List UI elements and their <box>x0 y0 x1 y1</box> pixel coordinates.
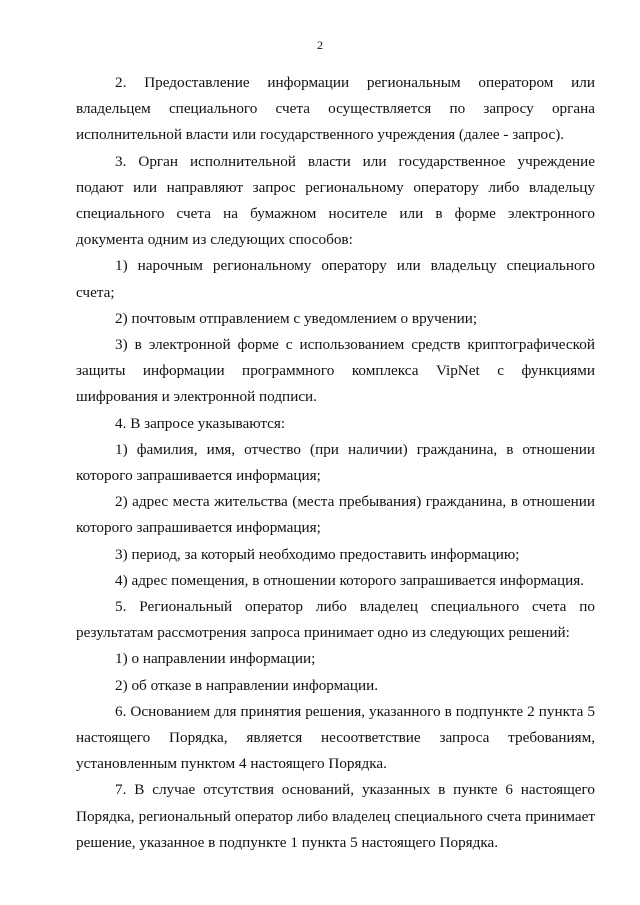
paragraph-subitem-4-2: 2) адрес места жительства (места пребывания) гражданина, в отношении которого запрашивается информация; <box>76 493 595 537</box>
paragraph-subitem-5-1: 1) о направлении информации; <box>115 650 316 668</box>
paragraph-subitem-4-1: 1) фамилия, имя, отчество (при наличии) гражданина, в отношении которого запрашивается информация; <box>76 440 595 485</box>
document-body <box>76 70 595 856</box>
paragraph-item-2: 2. Предоставление информации региональным оператором или владельцем специального счета осуществляется по запросу органа исполнительной власти или государственного учреждения (далее - запрос). <box>76 74 595 144</box>
paragraph-item-6: 6. Основанием для принятия решения, указанного в подпункте 2 пункта 5 настоящего Порядка, является несоответствие запроса требованиям, установленным пунктом 4 настоящего Порядка. <box>76 702 595 773</box>
paragraph-subitem-3-1: 1) нарочным региональному оператору или владельцу специального счета; <box>76 257 595 301</box>
paragraph-subitem-4-4: 4) адрес помещения, в отношении которого запрашивается информация. <box>115 571 584 589</box>
paragraph-item-5: 5. Региональный оператор либо владелец специального счета по результатам рассмотрения запроса принимает одно из следующих решений: <box>76 598 595 642</box>
paragraph-item-3: 3. Орган исполнительной власти или государственное учреждение подают или направляют запрос региональному оператору либо владельцу специального счета на бумажном носителе или в форме электронного документа одним из следующих способов: <box>76 152 595 249</box>
paragraph-subitem-3-3: 3) в электронной форме с использованием средств криптографической защиты информации программного комплекса VipNet с функциями шифрования и электронной подписи. <box>76 336 595 406</box>
paragraph-subitem-3-2: 2) почтовым отправлением с уведомлением о вручении; <box>115 309 478 327</box>
paragraph-subitem-5-2: 2) об отказе в направлении информации. <box>115 676 379 694</box>
paragraph-subitem-4-3: 3) период, за который необходимо предоставить информацию; <box>115 545 520 563</box>
page-number: 2 <box>317 38 323 52</box>
paragraph-item-4: 4. В запросе указываются: <box>115 414 286 432</box>
paragraph-item-7: 7. В случае отсутствия оснований, указанных в пункте 6 настоящего Порядка, региональный оператор либо владелец специального счета принимает решение, указанное в подпункте 1 пункта 5 настоящего Порядка. <box>76 781 595 851</box>
